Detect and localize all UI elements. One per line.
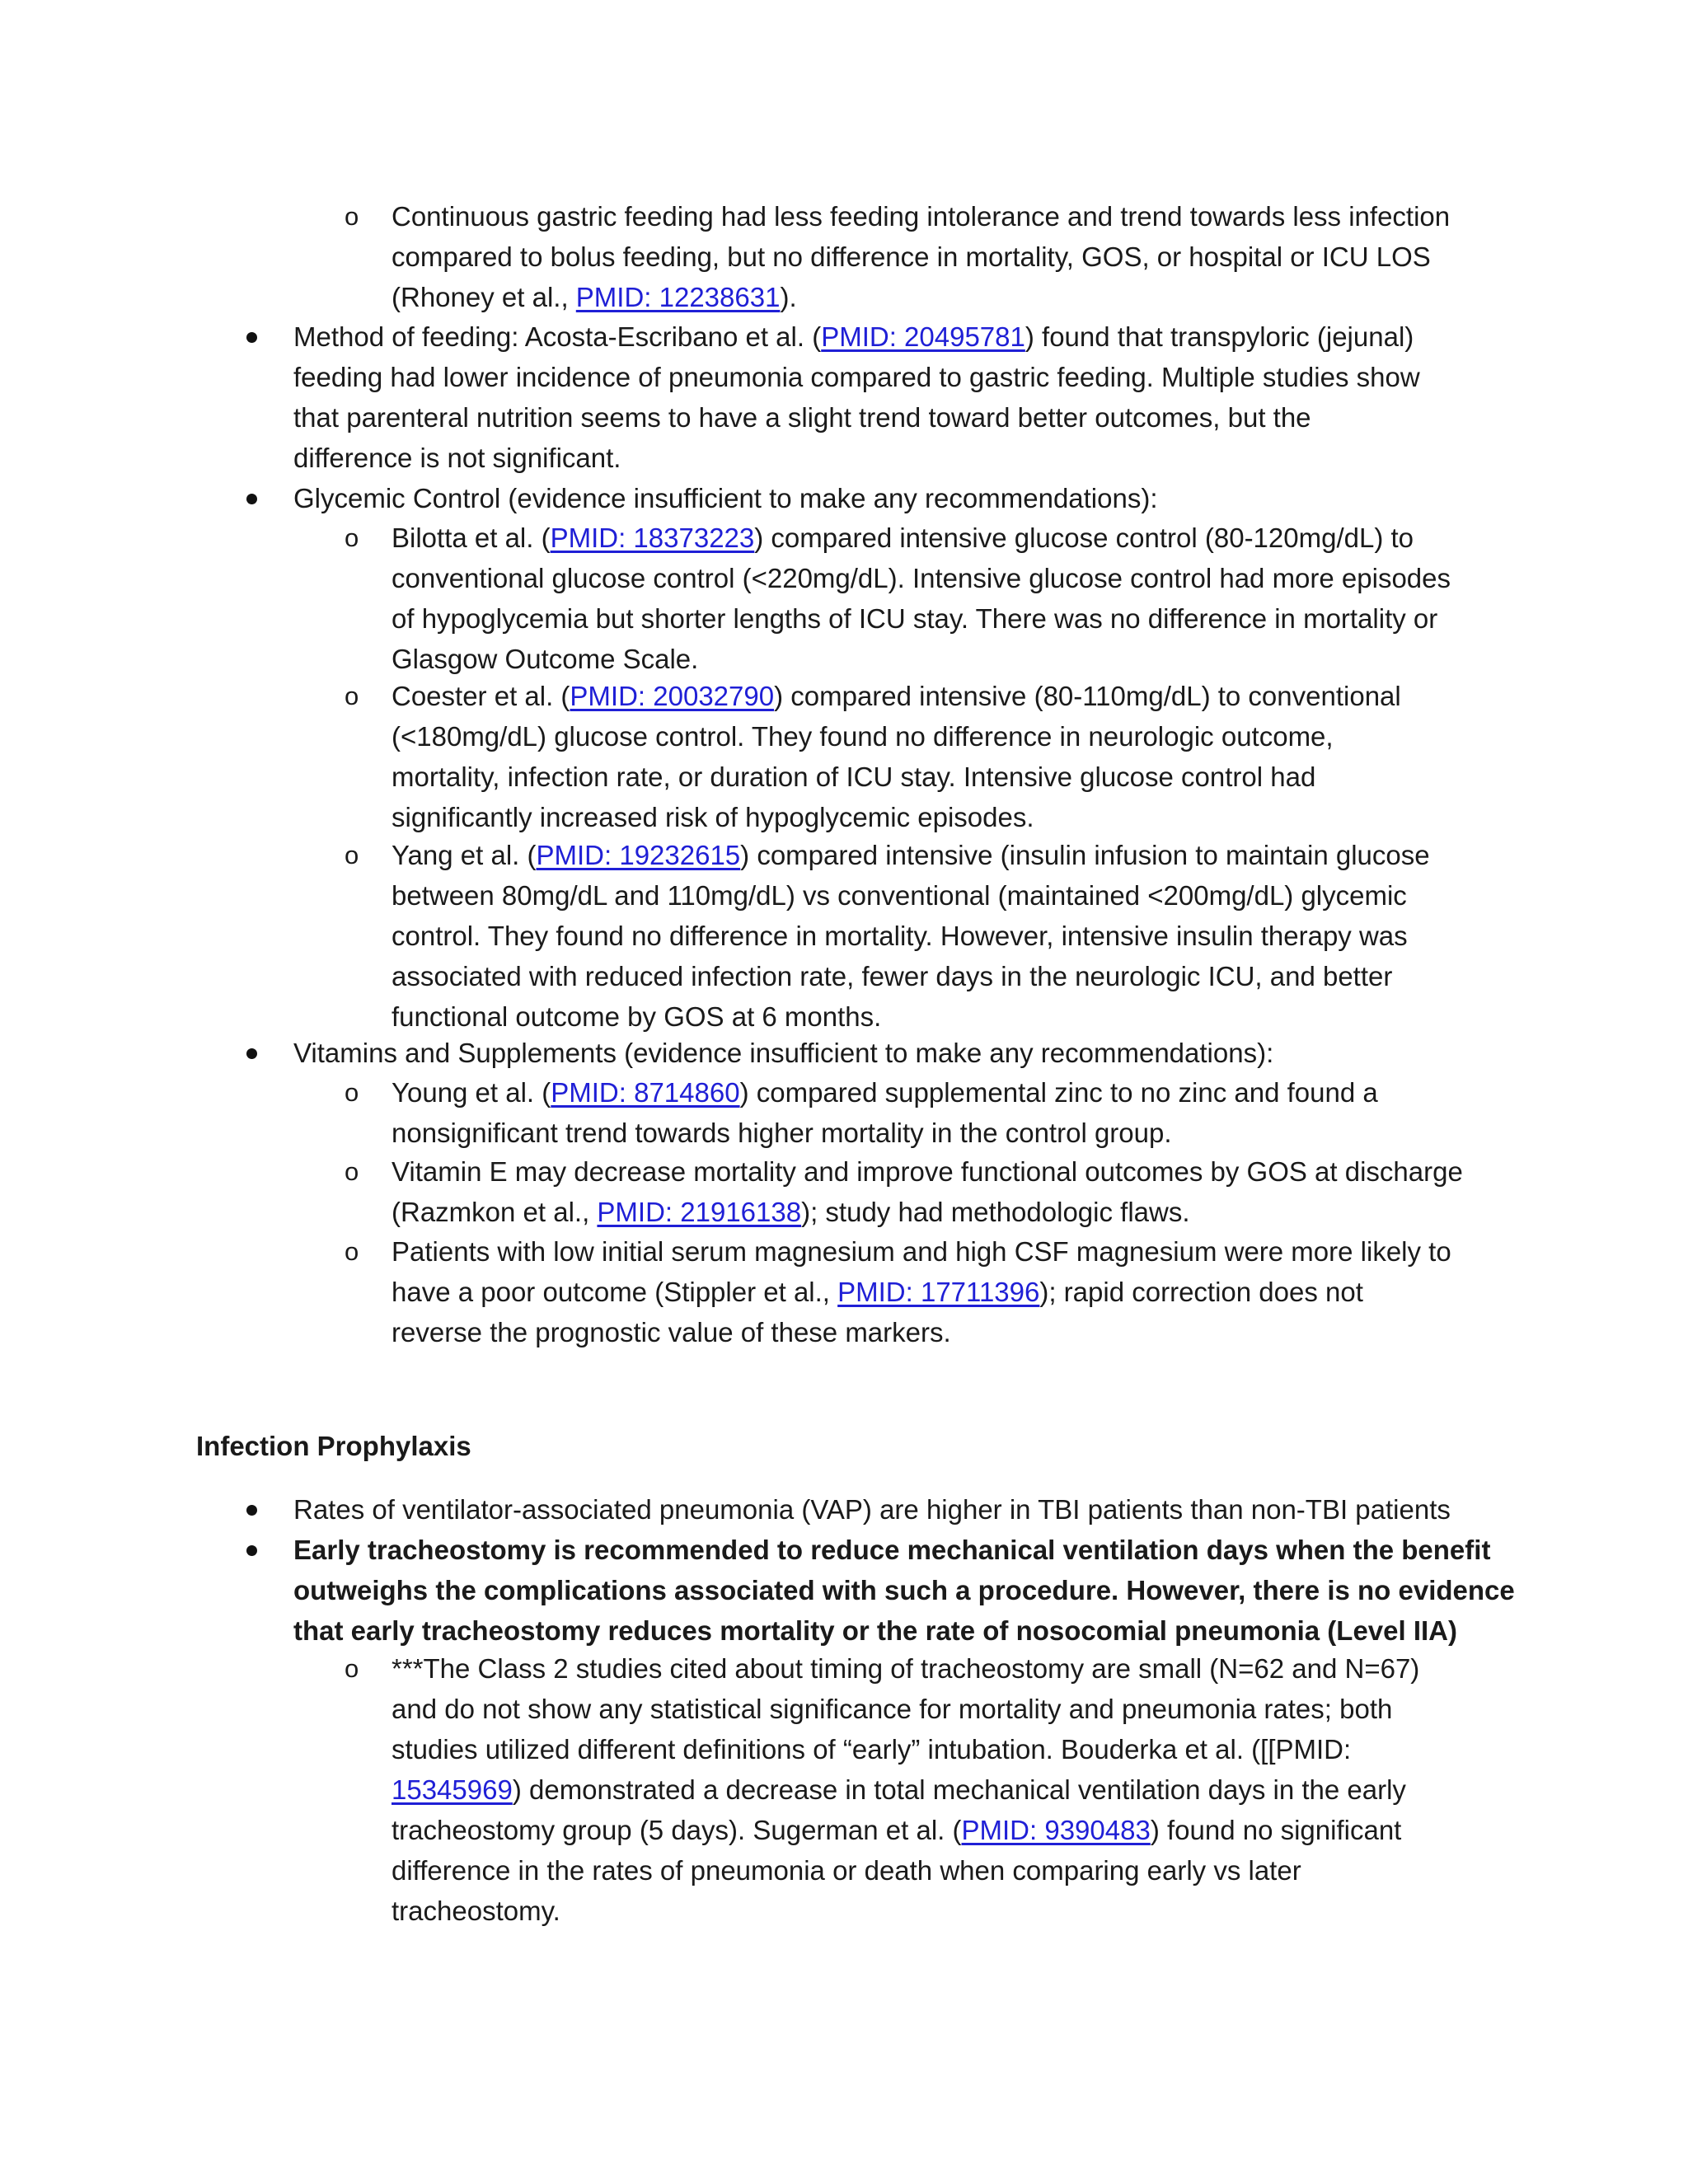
- text-line: Patients with low initial serum magnesium and high CSF magnesium were more likely to: [392, 1236, 1451, 1267]
- text-line: studies utilized different definitions of “early” intubation. Bouderka et al. ([[PMID:: [392, 1734, 1352, 1765]
- text-line: Glasgow Outcome Scale.: [392, 644, 699, 674]
- text-line: Early tracheostomy is recommended to reduce mechanical ventilation days when the benefit: [293, 1535, 1491, 1565]
- text-line: have a poor outcome (Stippler et al., PMID: 17711396); rapid correction does not: [392, 1277, 1363, 1307]
- text-line: tracheostomy.: [392, 1896, 560, 1926]
- text-line: that early tracheostomy reduces mortality or the rate of nosocomial pneumonia (Level IIA): [293, 1615, 1458, 1646]
- bullet-circle-icon: o: [345, 1237, 359, 1266]
- bullet-circle-icon: o: [345, 682, 359, 710]
- pmid-link[interactable]: PMID: 17711396: [837, 1277, 1040, 1307]
- pmid-link[interactable]: 15345969: [392, 1774, 513, 1805]
- bullet-dot-icon: [246, 1545, 257, 1556]
- text-line: of hypoglycemia but shorter lengths of ICU stay. There was no difference in mortality or: [392, 603, 1438, 634]
- sub-bullet-item: [392, 518, 1451, 679]
- sub-bullet-item: [392, 1231, 1451, 1352]
- bullet-circle-icon: o: [345, 1654, 359, 1683]
- text-line: Coester et al. (PMID: 20032790) compared intensive (80-110mg/dL) to conventional: [392, 681, 1401, 711]
- text-line: (Razmkon et al., PMID: 21916138); study had methodologic flaws.: [392, 1197, 1190, 1227]
- bullet-dot-icon: [246, 332, 257, 343]
- sub-bullet-item: [392, 1151, 1463, 1232]
- bullet-item: [293, 1033, 1273, 1073]
- text-line: Vitamin E may decrease mortality and improve functional outcomes by GOS at discharge: [392, 1156, 1463, 1187]
- text-line: (<180mg/dL) glucose control. They found no difference in neurologic outcome,: [392, 721, 1334, 752]
- text-line: Vitamins and Supplements (evidence insufficient to make any recommendations):: [293, 1038, 1274, 1068]
- bullet-circle-icon: o: [345, 202, 359, 231]
- text-line: Glycemic Control (evidence insufficient to make any recommendations):: [293, 483, 1158, 513]
- text-line: (Rhoney et al., PMID: 12238631).: [392, 282, 797, 312]
- text-line: Rates of ventilator-associated pneumonia (VAP) are higher in TBI patients than non-TBI patients: [293, 1494, 1451, 1525]
- bullet-circle-icon: o: [345, 1078, 359, 1107]
- sub-bullet-item: [392, 196, 1450, 317]
- bullet-circle-icon: o: [345, 523, 359, 552]
- text-line: reverse the prognostic value of these markers.: [392, 1317, 951, 1347]
- bullet-item: [293, 1489, 1451, 1530]
- text-line: difference is not significant.: [293, 443, 621, 473]
- bullet-item: [293, 478, 1158, 518]
- text-line: tracheostomy group (5 days). Sugerman et al. (PMID: 9390483) found no significant: [392, 1815, 1402, 1845]
- section-heading: Infection Prophylaxis: [196, 1431, 471, 1461]
- pmid-link[interactable]: PMID: 19232615: [536, 840, 741, 870]
- sub-bullet-item: [392, 835, 1430, 1037]
- pmid-link[interactable]: PMID: 20032790: [570, 681, 775, 711]
- text-line: Young et al. (PMID: 8714860) compared supplemental zinc to no zinc and found a: [392, 1077, 1378, 1108]
- bullet-dot-icon: [246, 1048, 257, 1059]
- pmid-link[interactable]: PMID: 12238631: [575, 282, 781, 312]
- sub-bullet-item: [392, 1072, 1378, 1153]
- bullet-circle-icon: o: [345, 841, 359, 869]
- text-line: significantly increased risk of hypoglycemic episodes.: [392, 802, 1034, 832]
- text-line: and do not show any statistical significance for mortality and pneumonia rates; both: [392, 1694, 1393, 1724]
- text-line: between 80mg/dL and 110mg/dL) vs conventional (maintained <200mg/dL) glycemic: [392, 880, 1407, 911]
- bullet-dot-icon: [246, 1505, 257, 1516]
- bullet-circle-icon: o: [345, 1157, 359, 1186]
- text-line: conventional glucose control (<220mg/dL). Intensive glucose control had more episodes: [392, 563, 1451, 593]
- pmid-link[interactable]: PMID: 18373223: [550, 523, 755, 553]
- pmid-link[interactable]: PMID: 8714860: [551, 1077, 740, 1108]
- bullet-dot-icon: [246, 494, 257, 504]
- bullet-item: [293, 1530, 1515, 1651]
- bullet-item: [293, 316, 1420, 478]
- text-line: nonsignificant trend towards higher mortality in the control group.: [392, 1118, 1172, 1148]
- text-line: that parenteral nutrition seems to have a slight trend toward better outcomes, but the: [293, 402, 1311, 433]
- text-line: Method of feeding: Acosta-Escribano et al. (PMID: 20495781) found that transpyloric (jejunal): [293, 321, 1414, 352]
- sub-bullet-item: [392, 676, 1401, 837]
- pmid-link[interactable]: PMID: 21916138: [597, 1197, 802, 1227]
- text-line: control. They found no difference in mortality. However, intensive insulin therapy was: [392, 921, 1408, 951]
- text-line: difference in the rates of pneumonia or death when comparing early vs later: [392, 1855, 1301, 1886]
- text-line: Bilotta et al. (PMID: 18373223) compared intensive glucose control (80-120mg/dL) to: [392, 523, 1414, 553]
- text-line: Continuous gastric feeding had less feeding intolerance and trend towards less infection: [392, 201, 1451, 232]
- text-line: Yang et al. (PMID: 19232615) compared intensive (insulin infusion to maintain glucose: [392, 840, 1430, 870]
- text-line: functional outcome by GOS at 6 months.: [392, 1001, 882, 1032]
- text-line: ***The Class 2 studies cited about timing of tracheostomy are small (N=62 and N=67): [392, 1653, 1420, 1684]
- pmid-link[interactable]: PMID: 9390483: [961, 1815, 1151, 1845]
- text-line: compared to bolus feeding, but no difference in mortality, GOS, or hospital or ICU LOS: [392, 241, 1431, 272]
- text-line: feeding had lower incidence of pneumonia compared to gastric feeding. Multiple studies show: [293, 362, 1420, 392]
- text-line: 15345969) demonstrated a decrease in total mechanical ventilation days in the early: [392, 1774, 1406, 1805]
- pmid-link[interactable]: PMID: 20495781: [821, 321, 1025, 352]
- text-line: mortality, infection rate, or duration of ICU stay. Intensive glucose control had: [392, 762, 1316, 792]
- text-line: associated with reduced infection rate, fewer days in the neurologic ICU, and better: [392, 961, 1393, 991]
- text-line: outweighs the complications associated with such a procedure. However, there is no evidence: [293, 1575, 1515, 1605]
- sub-bullet-item: [392, 1648, 1419, 1931]
